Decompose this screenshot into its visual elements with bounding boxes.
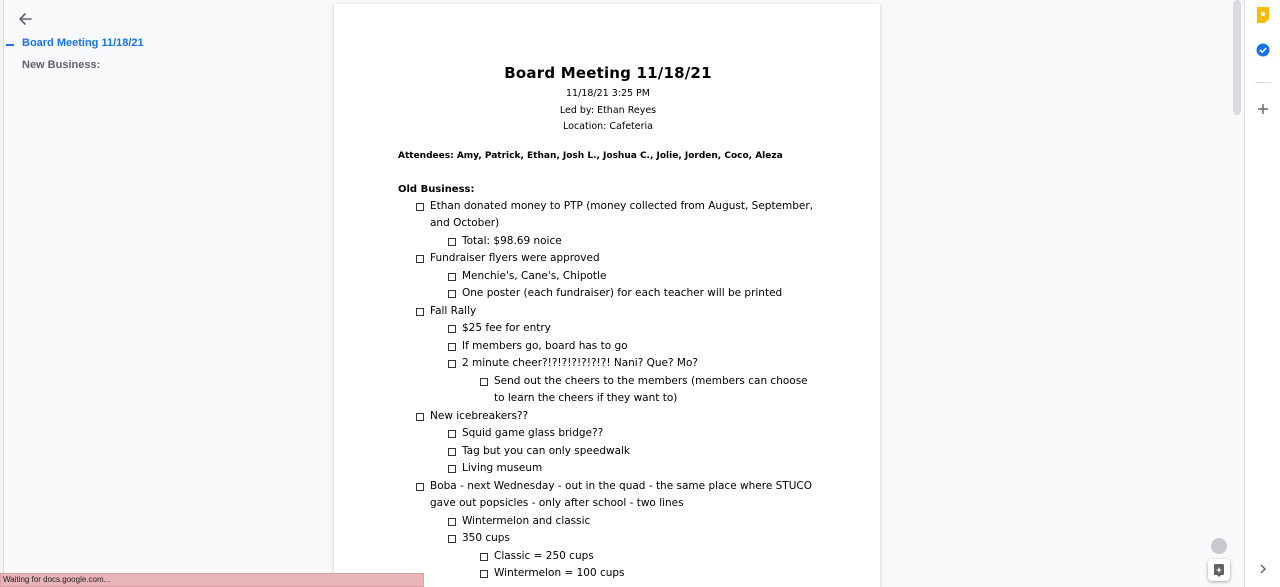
checklist-item-text[interactable]: Wintermelon = 100 cups: [494, 567, 625, 579]
explore-button[interactable]: [1208, 559, 1230, 581]
tasks-icon[interactable]: [1256, 43, 1270, 57]
checklist-item[interactable]: [398, 425, 818, 443]
checklist-item-text[interactable]: 2 minute cheer?!?!?!?!?!?!?! Nani? Que? Mo?: [462, 357, 698, 369]
checkbox[interactable]: [416, 483, 424, 491]
checklist-item[interactable]: [398, 513, 818, 531]
checklist-item[interactable]: [398, 198, 818, 233]
meeting-datetime[interactable]: 11/18/21 3:25 PM: [566, 88, 650, 99]
checklist-item[interactable]: [398, 548, 818, 566]
document-title[interactable]: Board Meeting 11/18/21: [504, 64, 712, 82]
checkbox[interactable]: [448, 325, 456, 333]
grammarly-icon[interactable]: [1211, 538, 1227, 554]
checklist-item-text[interactable]: Classic = 250 cups: [494, 549, 594, 562]
checkbox[interactable]: [448, 343, 456, 351]
checkbox[interactable]: [480, 570, 488, 578]
checklist-item-text[interactable]: Send out the cheers to the members (members can choose to learn the cheers if they want to): [494, 374, 808, 404]
checkbox[interactable]: [480, 378, 488, 386]
meeting-leader[interactable]: Led by: Ethan Reyes: [559, 104, 657, 116]
checkbox[interactable]: [416, 413, 424, 421]
chevron-right-icon[interactable]: [1256, 562, 1270, 576]
checklist-item[interactable]: [398, 303, 818, 321]
checklist-item-text[interactable]: Total: $98.69 noice: [462, 234, 562, 247]
checkbox[interactable]: [448, 465, 456, 473]
checkbox[interactable]: [448, 448, 456, 456]
side-panel-divider: [1255, 82, 1271, 83]
checklist-item[interactable]: [398, 268, 818, 286]
checkbox[interactable]: [448, 430, 456, 438]
checklist-item-text[interactable]: Living museum: [462, 462, 543, 474]
checklist-item[interactable]: [398, 460, 818, 478]
outline-item-heading[interactable]: Board Meeting 11/18/21: [22, 37, 144, 49]
checklist-item-text[interactable]: Wintermelon and classic: [462, 514, 591, 527]
checklist-item-text[interactable]: 350 cups: [462, 532, 510, 544]
checkbox[interactable]: [448, 535, 456, 543]
checklist-item-text[interactable]: Fundraiser flyers were approved: [430, 252, 600, 264]
checklist-item[interactable]: [398, 443, 818, 461]
old-business-heading[interactable]: Old Business:: [398, 183, 475, 195]
checklist-item[interactable]: [398, 373, 818, 408]
checkbox[interactable]: [448, 360, 456, 368]
checklist-item-text[interactable]: Ethan donated money to PTP (money collected from August, September, and October): [430, 199, 814, 229]
attendees-line[interactable]: Attendees: Amy, Patrick, Ethan, Josh L., Joshua C., Jolie, Jorden, Coco, Aleza: [398, 150, 783, 161]
checklist-item[interactable]: [398, 233, 818, 251]
checklist-item[interactable]: [398, 338, 818, 356]
checkbox[interactable]: [416, 203, 424, 211]
checklist-item-text[interactable]: Menchie's, Cane's, Chipotle: [462, 269, 607, 282]
checklist-item-text[interactable]: New icebreakers??: [430, 409, 529, 422]
checklist-item[interactable]: [398, 250, 818, 268]
status-bar: Waiting for docs.google.com...: [0, 573, 424, 587]
checkbox[interactable]: [448, 518, 456, 526]
checklist-item[interactable]: [398, 478, 818, 513]
checklist: [398, 198, 818, 583]
checklist-item-text[interactable]: Boba - next Wednesday - out in the quad - the same place where STUCO gave out popsicles - only after school - two lines: [430, 479, 812, 509]
checkbox[interactable]: [416, 255, 424, 263]
keep-icon[interactable]: [1256, 6, 1270, 24]
plus-icon[interactable]: [1256, 102, 1270, 116]
checkbox[interactable]: [448, 238, 456, 246]
outline-item-new-business[interactable]: New Business:: [22, 59, 101, 71]
checklist-item-text[interactable]: Tag but you can only speedwalk: [462, 444, 631, 457]
checkbox[interactable]: [448, 290, 456, 298]
checklist-item-text[interactable]: One poster (each fundraiser) for each teacher will be printed: [462, 287, 783, 299]
checklist-item[interactable]: [398, 285, 818, 303]
checklist-item[interactable]: [398, 355, 818, 373]
document-outline: [0, 0, 330, 587]
checklist-item[interactable]: [398, 530, 818, 548]
side-panel: [1244, 0, 1280, 587]
checklist-item-text[interactable]: If members go, board has to go: [462, 339, 628, 352]
checklist-item[interactable]: [398, 408, 818, 426]
document-body[interactable]: [398, 64, 818, 583]
vertical-scrollbar[interactable]: [1230, 0, 1244, 587]
checklist-item[interactable]: [398, 320, 818, 338]
outline-active-indicator: [6, 44, 14, 46]
checklist-item-text[interactable]: $25 fee for entry: [462, 322, 551, 334]
checkbox[interactable]: [480, 553, 488, 561]
checklist-item-text[interactable]: Squid game glass bridge??: [462, 427, 604, 439]
checkbox[interactable]: [448, 273, 456, 281]
arrow-left-icon[interactable]: [14, 8, 36, 30]
checklist-item-text[interactable]: Fall Rally: [430, 304, 477, 317]
scrollbar-thumb[interactable]: [1233, 0, 1241, 115]
explore-icon: [1208, 559, 1230, 581]
document-page[interactable]: [334, 4, 880, 587]
checklist-item[interactable]: [398, 565, 818, 583]
meeting-location[interactable]: Location: Cafeteria: [563, 121, 653, 132]
checkbox[interactable]: [416, 308, 424, 316]
